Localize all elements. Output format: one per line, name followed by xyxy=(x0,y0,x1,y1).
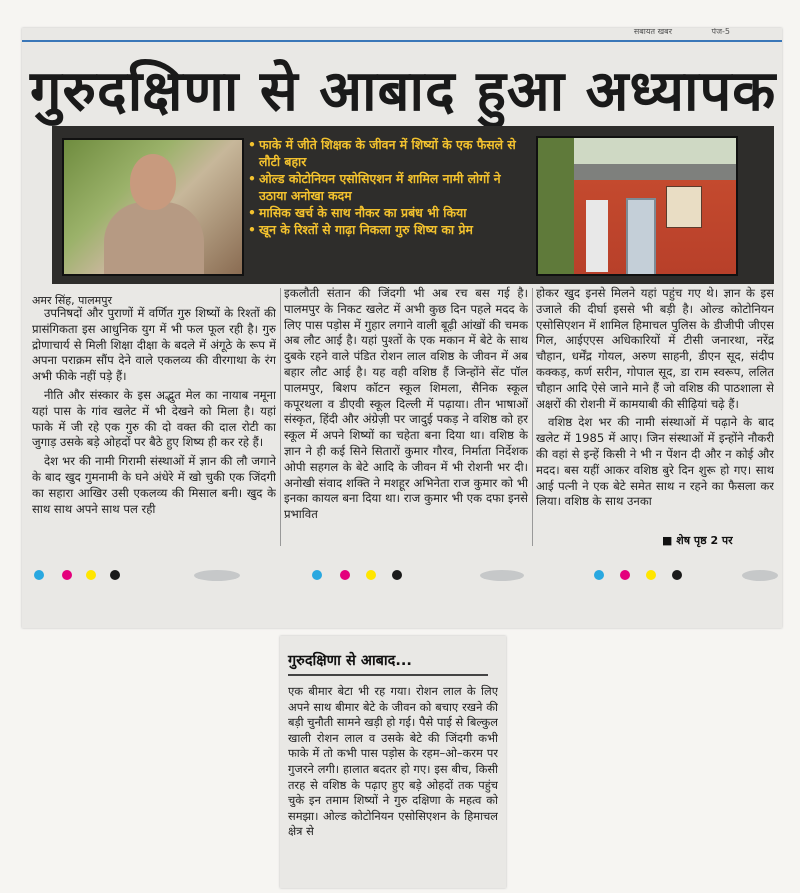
cyan-dot xyxy=(594,570,604,580)
yellow-dot xyxy=(646,570,656,580)
highlight-item: • ओल्ड कोटोनियन एसोसिएशन में शामिल नामी लोगों ने उठाया अनोखा कदम xyxy=(248,171,501,203)
article-column-1 xyxy=(32,306,276,556)
bullet-icon: • xyxy=(248,222,256,237)
school-sign xyxy=(666,186,702,228)
bullet-icon: • xyxy=(248,205,256,220)
magenta-dot xyxy=(620,570,630,580)
article-column-3 xyxy=(536,286,774,530)
magenta-dot xyxy=(340,570,350,580)
ink-streak xyxy=(194,570,240,581)
headline: गुरुदक्षिणा से आबाद हुआ अध्यापक xyxy=(30,59,777,124)
cyan-dot xyxy=(312,570,322,580)
newspaper-clipping-continuation xyxy=(280,636,506,888)
black-dot xyxy=(392,570,402,580)
ink-streak xyxy=(480,570,524,581)
black-dot xyxy=(672,570,682,580)
column-divider xyxy=(280,288,281,546)
cyan-dot xyxy=(34,570,44,580)
highlight-item: • फाके में जीते शिक्षक के जीवन में शिष्यों के एक फैसले से लौटी बहार xyxy=(248,137,516,169)
highlight-item: • मासिक खर्च के साथ नौकर का प्रबंध भी किया xyxy=(248,205,467,220)
continued-on-page-2: ■ शेष पृष्ठ 2 पर xyxy=(662,534,733,547)
yellow-dot xyxy=(366,570,376,580)
yellow-dot xyxy=(86,570,96,580)
paragraph: इकलौती संतान की जिंदगी भी अब रच बस गई है। पालमपुर के निकट खलेट में अभी कुछ दिन पहले मदद के लिए पास पड़ोस में गुहार लगाने वाली बूढ़ी आंखों की चमक अब लौट आई है। यहां पुश्तों के एक मकान में बेटे के साथ दुबके रहने वाले पंडित रोशन लाल वशिष्ठ के जीवन में अब बहार लौट आई है। यह वही वशिष्ठ हैं जिन्होंने सेंट पॉल पालमपुर, बिशप कॉटन स्कूल शिमला, सैनिक स्कूल कपूरथला व डीएवी स्कूल दिल्ली में पढ़ाया। तीन भाषाओं संस्कृत, हिंदी और अंग्रेज़ी पर जादुई पकड़ ने वशिष्ठ को हर स्कूल में अपने शिष्यों का चहेता बना दिया था। वशिष्ठ के ज्ञान ने ही कई सिने सितारों कुमार गौरव, निर्माता निर्देशक ओपी सहगल के बेटे आदि के जीवन में भी रोशनी भर दी। अनोखी संवाद शक्ति ने मशहूर अभिनेता राज कुमार को भी इनका कायल बना दिया था। राज कुमार भी एक दफा इनसे प्रभावित xyxy=(284,286,528,522)
column-divider xyxy=(532,288,533,546)
magenta-dot xyxy=(62,570,72,580)
header-rule xyxy=(22,40,782,42)
paragraph: उपनिषदों और पुराणों में वर्णित गुरु शिष्यों के रिश्तों की प्रासंगिकता इस आधुनिक युग में भी फल फूल रही है। गुरु द्रोणाचार्य से मिली शिक्षा दीक्षा के बदले में अंगूठे के रूप में अपना पराक्रम सौंप देने वाले एकलव्य की वीरगाथा के रंग अभी फीके नहीं पड़े हैं। xyxy=(32,306,276,384)
paragraph: वशिष्ठ देश भर की नामी संस्थाओं में पढ़ाने के बाद खलेट में 1985 में आए। जिन संस्थाओं में इन्होंने नौकरी की वहां से इन्हें किसी ने भी न पेंशन दी और न कोई और मदद। बस यहीं आकर वशिष्ठ बुरे दिन शुरू हो गए। साथ आई पत्नी ने एक बेटे समेत साथ न रहने का फैसला कर लिया। वशिष्ठ के साथ उनका xyxy=(536,415,774,509)
ink-streak xyxy=(742,570,778,581)
page-header-strip xyxy=(22,28,782,38)
print-registration-marks xyxy=(22,568,782,582)
byline: अमर सिंह, पालमपुर xyxy=(32,294,112,307)
teacher-photo xyxy=(62,138,244,276)
paragraph: नीति और संस्कार के इस अद्भुत मेल का नायाब नमूना यहां पास के गांव खलेट में भी देखने को मिला है। यहां फाके में जी रहे एक गुरु की दो वक्त की दाल रोटी का जुगाड़ उसके बड़े ओहदों पर बैठे हुए शिष्य ही कर रहे हैं। xyxy=(32,387,276,450)
bullet-icon: • xyxy=(248,137,256,152)
article-column-2 xyxy=(284,286,528,544)
teacher-photo-face xyxy=(130,154,176,210)
teacher-photo-figure xyxy=(104,202,204,274)
school-building-photo xyxy=(536,136,738,276)
highlight-item: • खून के रिश्तों से गाढ़ा निकला गुरु शिष्य का प्रेम xyxy=(248,222,473,237)
highlights-list xyxy=(248,136,520,276)
page-number: पेज-5 xyxy=(711,28,730,36)
bullet-icon: • xyxy=(248,171,256,186)
newspaper-clipping-main xyxy=(22,28,782,628)
building-gate xyxy=(626,198,656,276)
publication-name: सबायत खबर xyxy=(633,28,672,36)
black-dot xyxy=(110,570,120,580)
building-door xyxy=(586,200,608,272)
continuation-body: एक बीमार बेटा भी रह गया। रोशन लाल के लिए अपने साथ बीमार बेटे के जीवन को बचाए रखने की बड़ी चुनौती सामने खड़ी हो गई। पैसे पाई से बिल्कुल खाली रोशन लाल व उसके बेटे की जिंदगी कभी फाके में तो कभी पास पड़ोस के रहम–ओ–करम पर गुजरने लगी। हालात बदतर हो गए। इस बीच, किसी तरह से वशिष्ठ के पढ़ाए हुए बड़े ओहदों तक पहुंच चुके इन तमाम शिष्यों ने गुरु दक्षिणा के महत्व को समझा। ओल्ड कोटोनियन एसोसिएशन के हिमाचल क्षेत्र से xyxy=(288,684,498,839)
tree xyxy=(538,138,574,274)
continuation-title: गुरुदक्षिणा से आबाद... xyxy=(288,650,488,676)
paragraph: होकर खुद इनसे मिलने यहां पहुंच गए थे। ज्ञान के इस उजाले की दीर्घा इससे भी बड़ी है। ओल्ड कोटोनियन एसोसिएशन में शामिल हिमाचल पुलिस के डीजीपी जीएस गिल, आईएएस अधिकारियों में टीसी जनारथा, नरेंद्र चौहान, धर्मेंद्र गोयल, अरुण साहनी, डीएन सूद, संदीप कक्कड़, कर्ण सरीन, गोपाल सूद, डा राम स्वरूप, ललित चौहान आदि ऐसे जाने माने हैं जो वशिष्ठ की पाठशाला से अक्षरों की रोशनी में कामयाबी की सीढ़ियां चढ़े हैं। xyxy=(536,286,774,411)
paragraph: देश भर की नामी गिरामी संस्थाओं में ज्ञान की लौ जगाने के बाद खुद गुमनामी के घने अंधेरे में खो चुकी एक जिंदगी का सहारा आखिर उसी एकलव्य की मिसाल बनी। खुद के साथ साथ अपने साथ पल रही xyxy=(32,454,276,516)
